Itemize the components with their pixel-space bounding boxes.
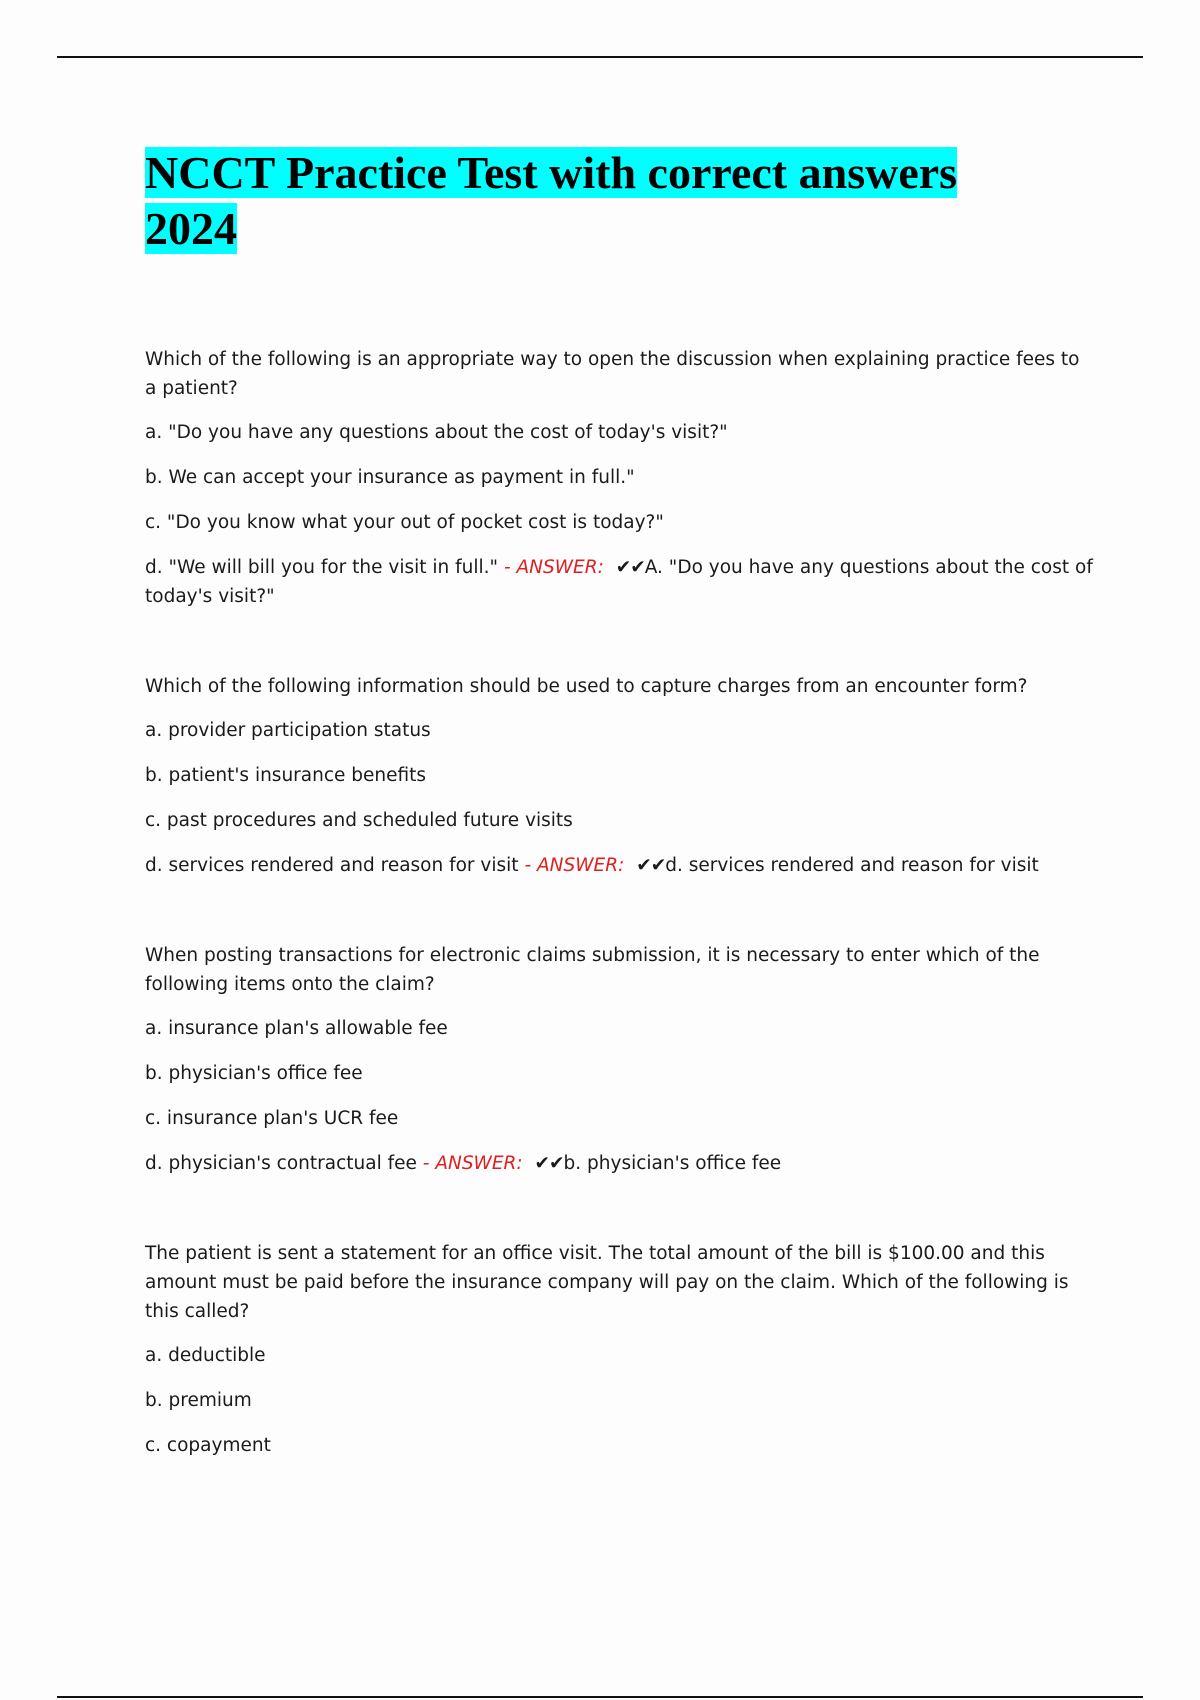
- page-title: [145, 145, 1045, 257]
- answer-option: b. We can accept your insurance as payment in full.": [145, 467, 635, 488]
- answer-option: b. physician's office fee: [145, 1063, 363, 1084]
- question-text: Which of the following information should be used to capture charges from an encounter form?: [145, 676, 1028, 697]
- answer-option: a. provider participation status: [145, 720, 431, 741]
- answer-label: - ANSWER:: [422, 1153, 523, 1174]
- double-check-icon: ✔✔: [636, 855, 666, 876]
- correct-answer: d. services rendered and reason for visit: [665, 855, 1039, 876]
- answer-option: c. past procedures and scheduled future visits: [145, 810, 573, 831]
- answer-label: - ANSWER:: [503, 557, 604, 578]
- correct-answer: b. physician's office fee: [563, 1153, 782, 1174]
- correct-answer: A. "Do you have any questions about the cost of today's visit?": [145, 557, 1093, 607]
- question-block: [145, 672, 1095, 880]
- question-block: [145, 1239, 1095, 1460]
- answer-option-text: d. physician's contractual fee: [145, 1153, 417, 1174]
- answer-option: c. copayment: [145, 1435, 271, 1456]
- question-text: When posting transactions for electronic claims submission, it is necessary to enter which of the following items onto the claim?: [145, 945, 1040, 995]
- double-check-icon: ✔✔: [534, 1153, 564, 1174]
- document-body: [145, 345, 1095, 1521]
- answer-option-with-answer: [145, 1149, 1095, 1178]
- double-check-icon: ✔✔: [615, 557, 645, 578]
- answer-option: a. "Do you have any questions about the cost of today's visit?": [145, 422, 728, 443]
- answer-option-text: d. "We will bill you for the visit in full.": [145, 557, 499, 578]
- answer-option-text: d. services rendered and reason for visit: [145, 855, 519, 876]
- title-highlight: NCCT Practice Test with correct answers 2024: [145, 147, 958, 254]
- answer-option: b. patient's insurance benefits: [145, 765, 427, 786]
- answer-label: - ANSWER:: [524, 855, 625, 876]
- answer-option: b. premium: [145, 1390, 252, 1411]
- answer-option: a. deductible: [145, 1345, 266, 1366]
- question-text: The patient is sent a statement for an office visit. The total amount of the bill is $100.00 and this amount must be paid before the insurance company will pay on the claim. Which of the following is this called?: [145, 1243, 1069, 1322]
- answer-option-with-answer: [145, 553, 1095, 611]
- question-block: [145, 941, 1095, 1178]
- answer-option: c. "Do you know what your out of pocket cost is today?": [145, 512, 664, 533]
- answer-option: c. insurance plan's UCR fee: [145, 1108, 399, 1129]
- question-text: Which of the following is an appropriate way to open the discussion when explaining practice fees to a patient?: [145, 349, 1080, 399]
- answer-option: a. insurance plan's allowable fee: [145, 1018, 448, 1039]
- bottom-rule: [57, 1696, 1143, 1698]
- top-rule: [57, 56, 1143, 58]
- answer-option-with-answer: [145, 851, 1095, 880]
- question-block: [145, 345, 1095, 611]
